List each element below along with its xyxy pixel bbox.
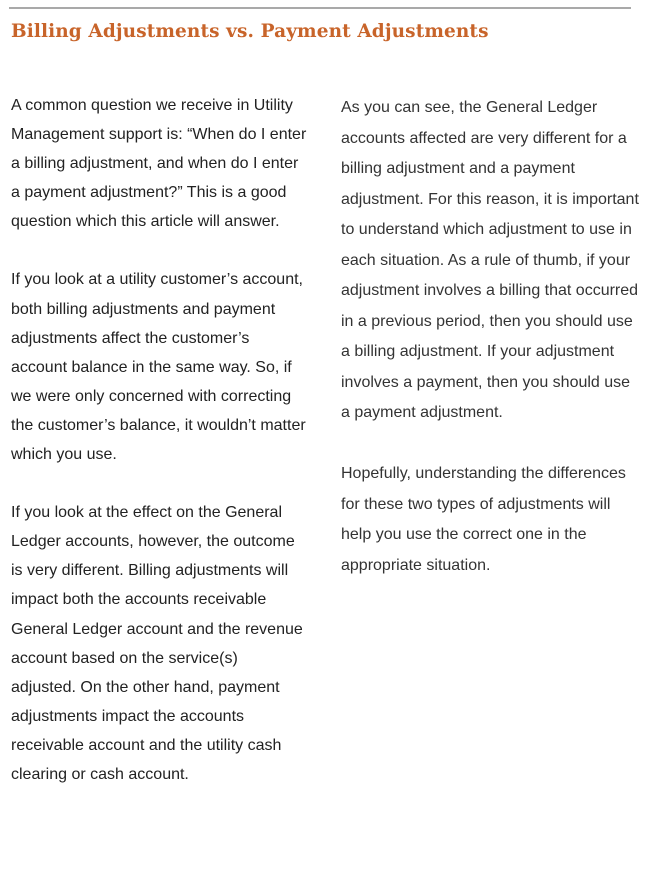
paragraph-general-ledger-effect: If you look at the effect on the General Ledger accounts, however, the outcome is very different. Billing adjustments will impact both the accounts receivable General Ledger account and the revenue account based on the service(s) adjusted. On the other hand, payment adjustments impact the accounts receivable account and the utility cash clearing or cash account. — [11, 504, 303, 783]
paragraph-common-question: A common question we receive in Utility Management support is: “When do I enter a billing adjustment, and when do I enter a payment adjustment?” This is a good question which this article will answer. — [11, 97, 307, 231]
left-column — [11, 91, 307, 818]
top-divider — [9, 7, 631, 9]
paragraph-conclusion: Hopefully, understanding the differences for these two types of adjustments will help you use the correct one in the appropriate situation. — [341, 465, 626, 574]
paragraph-customer-account: If you look at a utility customer’s account, both billing adjustments and payment adjustments affect the customer’s account balance in the same way. So, if we were only concerned with correcting the customer’s balance, it wouldn’t matter which you use. — [11, 271, 306, 464]
paragraph-rule-of-thumb: As you can see, the General Ledger accounts affected are very different for a billing adjustment and a payment adjustment. For this reason, it is important to understand which adjustment to use in each situation. As a rule of thumb, if your adjustment involves a billing that occurred in a previous period, then you should use a billing adjustment. If your adjustment involves a payment, then you should use a payment adjustment. — [341, 99, 639, 421]
article-title: Billing Adjustments vs. Payment Adjustments — [11, 21, 489, 42]
right-column — [341, 93, 639, 612]
